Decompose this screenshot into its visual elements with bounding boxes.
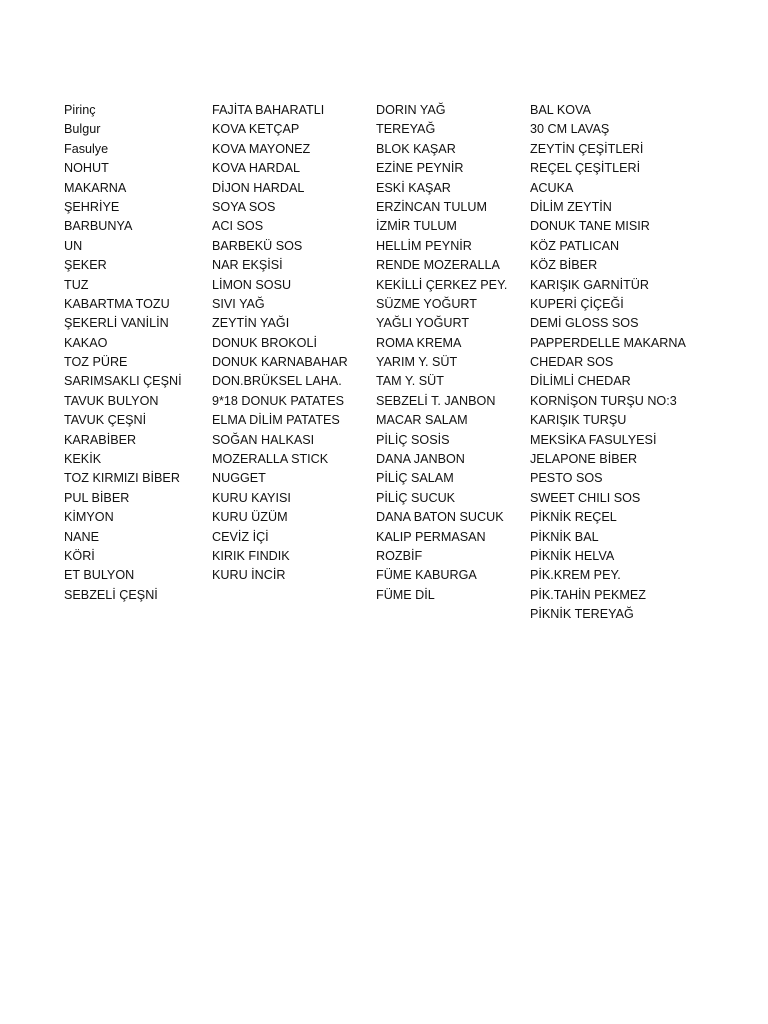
list-item: NUGGET <box>212 471 266 486</box>
list-item: ZEYTİN ÇEŞİTLERİ <box>530 141 644 156</box>
list-item: KÖZ PATLICAN <box>530 238 620 253</box>
list-item: KÖZ BİBER <box>530 258 598 273</box>
list-item: PİKNİK REÇEL <box>530 510 617 525</box>
list-item: ROMA KREMA <box>376 335 462 350</box>
list-item: DEMİ GLOSS SOS <box>530 316 639 331</box>
list-item: YARIM Y. SÜT <box>376 355 458 370</box>
list-item: 30 CM LAVAŞ <box>530 122 610 137</box>
list-item: UN <box>64 238 83 253</box>
list-item: KURU ÜZÜM <box>212 510 288 525</box>
list-item: KARIŞIK TURŞU <box>530 413 627 428</box>
list-item: KÖRİ <box>64 548 95 563</box>
list-item: PESTO SOS <box>530 471 603 486</box>
list-item: PİLİÇ SALAM <box>376 471 454 486</box>
list-item: SOYA SOS <box>212 199 276 214</box>
list-item: REÇEL ÇEŞİTLERİ <box>530 161 641 176</box>
list-item: DONUK KARNABAHAR <box>212 355 348 370</box>
list-item: PİK.TAHİN PEKMEZ <box>530 587 646 602</box>
product-column-1 <box>64 101 182 605</box>
list-item: TAVUK BULYON <box>64 393 159 408</box>
list-item: NAR EKŞİSİ <box>212 258 283 273</box>
list-item: KURU İNCİR <box>212 568 286 583</box>
list-item: SWEET CHILI SOS <box>530 490 641 505</box>
list-item: Bulgur <box>64 122 101 137</box>
list-item: TOZ PÜRE <box>64 355 128 370</box>
list-item: KURU KAYISI <box>212 490 291 505</box>
list-item: ACUKA <box>530 180 574 195</box>
list-item: KEKİK <box>64 452 102 467</box>
list-item: MAKARNA <box>64 180 127 195</box>
product-column-4 <box>530 101 686 625</box>
list-item: DONUK BROKOLİ <box>212 335 317 350</box>
list-item: KARABİBER <box>64 432 137 447</box>
list-item: TAVUK ÇEŞNİ <box>64 413 147 428</box>
list-item: CEVİZ İÇİ <box>212 529 269 544</box>
list-item: PİK.KREM PEY. <box>530 568 621 583</box>
list-item: DONUK TANE MISIR <box>530 219 650 234</box>
list-item: DORIN YAĞ <box>376 103 446 117</box>
list-item: KİMYON <box>64 510 114 525</box>
list-item: FÜME DİL <box>376 587 435 602</box>
list-item: DİJON HARDAL <box>212 180 305 195</box>
list-item: PİLİÇ SUCUK <box>376 490 456 505</box>
list-item: DİLİM ZEYTİN <box>530 199 612 214</box>
list-item: FÜME KABURGA <box>376 568 477 583</box>
list-item: YAĞLI YOĞURT <box>376 316 470 331</box>
list-item: ŞEKER <box>64 258 107 273</box>
list-item: Fasulye <box>64 141 109 156</box>
list-item: BARBUNYA <box>64 219 133 234</box>
list-item: MOZERALLA STICK <box>212 452 329 467</box>
list-item: DON.BRÜKSEL LAHA. <box>212 374 342 389</box>
list-item: ROZBİF <box>376 548 423 563</box>
list-item: ACI SOS <box>212 219 264 234</box>
list-item: KUPERİ ÇİÇEĞİ <box>530 296 624 311</box>
list-item: KIRIK FINDIK <box>212 548 290 563</box>
list-item: HELLİM PEYNİR <box>376 238 472 253</box>
list-item: PİKNİK HELVA <box>530 548 615 563</box>
list-item: DANA JANBON <box>376 452 465 467</box>
product-column-2 <box>212 101 348 586</box>
list-item: TEREYAĞ <box>376 122 436 137</box>
list-item: MEKSİKA FASULYESİ <box>530 432 657 447</box>
list-item: DANA BATON SUCUK <box>376 510 504 525</box>
list-item: LİMON SOSU <box>212 277 292 292</box>
list-item: KAKAO <box>64 335 108 350</box>
list-item: JELAPONE BİBER <box>530 452 638 467</box>
list-item: ŞEHRİYE <box>64 199 120 214</box>
list-item: KABARTMA TOZU <box>64 296 170 311</box>
list-item: DİLİMLİ CHEDAR <box>530 374 631 389</box>
list-item: PİKNİK BAL <box>530 529 599 544</box>
list-item: TAM Y. SÜT <box>376 374 444 389</box>
list-item: ZEYTİN YAĞI <box>212 316 290 331</box>
list-item: SIVI YAĞ <box>212 296 265 311</box>
list-item: SEBZELİ ÇEŞNİ <box>64 587 158 602</box>
list-item: SARIMSAKLI ÇEŞNİ <box>64 374 182 389</box>
list-item: SÜZME YOĞURT <box>376 296 477 311</box>
list-item: KOVA KETÇAP <box>212 122 300 137</box>
list-item: CHEDAR SOS <box>530 355 614 370</box>
list-item: ERZİNCAN TULUM <box>376 199 488 214</box>
list-item: KARIŞIK GARNİTÜR <box>530 277 649 292</box>
list-item: BAL KOVA <box>530 103 591 117</box>
product-column-3 <box>376 101 507 605</box>
list-item: NOHUT <box>64 161 109 176</box>
list-item: EZİNE PEYNİR <box>376 161 464 176</box>
list-item: ET BULYON <box>64 568 135 583</box>
list-item: PİKNİK TEREYAĞ <box>530 607 634 622</box>
list-item: KEKİLLİ ÇERKEZ PEY. <box>376 277 508 292</box>
list-item: ŞEKERLİ VANİLİN <box>64 316 169 331</box>
list-item: BARBEKÜ SOS <box>212 238 303 253</box>
list-item: RENDE MOZERALLA <box>376 258 500 273</box>
list-item: Pirinç <box>64 103 96 117</box>
list-item: TUZ <box>64 277 89 292</box>
list-item: MACAR SALAM <box>376 413 468 428</box>
list-item: NANE <box>64 529 99 544</box>
list-item: BLOK KAŞAR <box>376 141 456 156</box>
list-item: İZMİR TULUM <box>376 219 457 234</box>
list-item: KORNİŞON TURŞU NO:3 <box>530 393 677 408</box>
list-item: KOVA MAYONEZ <box>212 141 311 156</box>
list-item: ELMA DİLİM PATATES <box>212 413 340 428</box>
list-item: ESKİ KAŞAR <box>376 180 451 195</box>
list-item: PUL BİBER <box>64 490 130 505</box>
list-item: PİLİÇ SOSİS <box>376 432 450 447</box>
list-item: TOZ KIRMIZI BİBER <box>64 471 180 486</box>
list-item: PAPPERDELLE MAKARNA <box>530 335 686 350</box>
list-item: KOVA HARDAL <box>212 161 300 176</box>
list-item: SOĞAN HALKASI <box>212 432 315 447</box>
list-item: 9*18 DONUK PATATES <box>212 393 345 408</box>
list-item: SEBZELİ T. JANBON <box>376 393 496 408</box>
list-item: KALIP PERMASAN <box>376 529 486 544</box>
list-item: FAJİTA BAHARATLI <box>212 103 325 117</box>
